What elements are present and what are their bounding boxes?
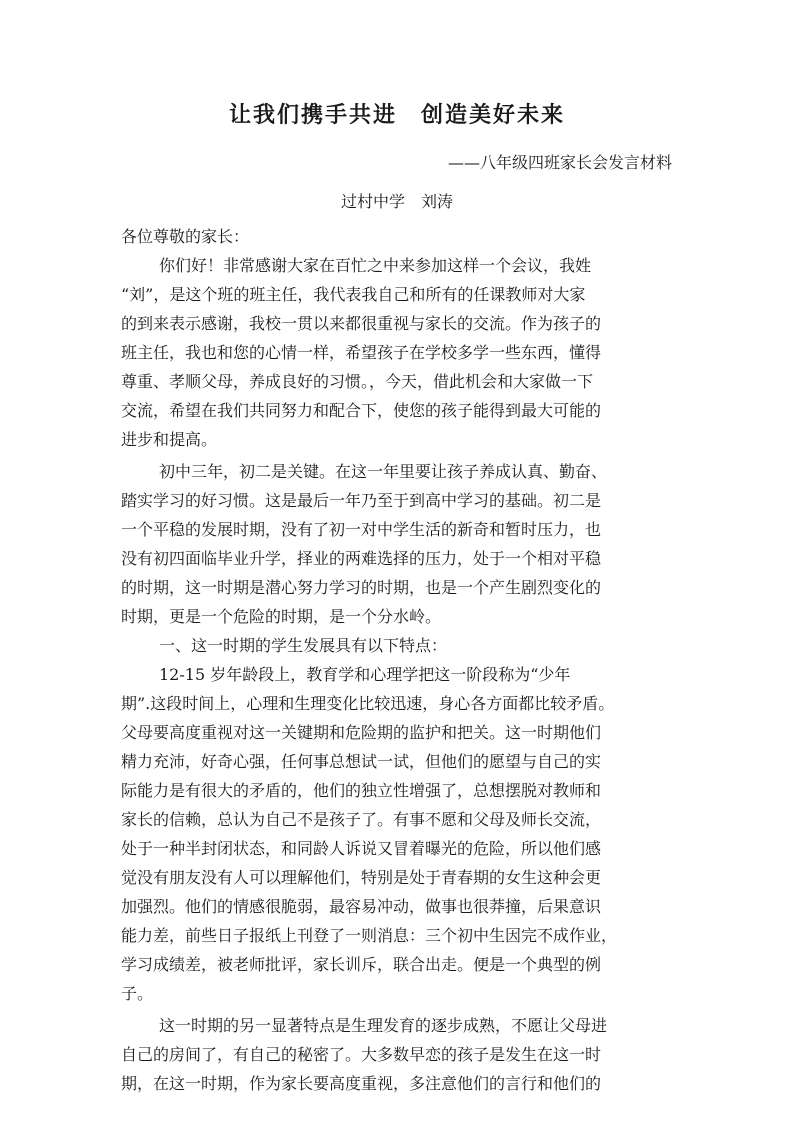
paragraph-line: 一个平稳的发展时期，没有了初一对中学生活的新奇和暂时压力，也 bbox=[121, 520, 602, 539]
paragraph-3 bbox=[121, 660, 681, 1008]
greeting: 各位尊敬的家长： bbox=[121, 227, 250, 246]
paragraph-line: 加强烈。他们的情感很脆弱，最容易冲动，做事也很莽撞，后果意识 bbox=[121, 897, 602, 916]
paragraph-line: 踏实学习的好习惯。这是最后一年乃至于到高中学习的基础。初二是 bbox=[121, 491, 602, 510]
paragraph-line: 交流，希望在我们共同努力和配合下，使您的孩子能得到最大可能的 bbox=[121, 401, 602, 420]
paragraph-line: 自己的房间了，有自己的秘密了。大多数早恋的孩子是发生在这一时 bbox=[121, 1045, 602, 1064]
section-heading: 一、这一时期的学生发展具有以下特点： bbox=[159, 636, 448, 655]
paragraph-line: 班主任，我也和您的心情一样，希望孩子在学校多学一些东西，懂得 bbox=[121, 343, 602, 362]
paragraph-line: 这一时期的另一显著特点是生理发育的逐步成熟，不愿让父母进 bbox=[159, 1016, 608, 1035]
document-author: 过村中学 刘涛 bbox=[340, 192, 453, 211]
paragraph-line: 期，在这一时期，作为家长要高度重视，多注意他们的言行和他们的 bbox=[121, 1074, 602, 1093]
paragraph-line: “刘”，是这个班的班主任，我代表我自己和所有的任课教师对大家 bbox=[121, 285, 586, 304]
paragraph-line: 没有初四面临毕业升学，择业的两难选择的压力，处于一个相对平稳 bbox=[121, 549, 602, 568]
paragraph-4 bbox=[121, 1011, 681, 1098]
paragraph-line: 际能力是有很大的矛盾的，他们的独立性增强了，总想摆脱对教师和 bbox=[121, 781, 602, 800]
paragraph-line: 的时期，这一时期是潜心努力学习的时期，也是一个产生剧烈变化的 bbox=[121, 578, 602, 597]
paragraph-1 bbox=[121, 251, 681, 454]
paragraph-line: 觉没有朋友没有人可以理解他们，特别是处于青春期的女生这种会更 bbox=[121, 868, 602, 887]
paragraph-line: 父母要高度重视对这一关键期和危险期的监护和把关。这一时期他们 bbox=[121, 723, 602, 742]
paragraph-2 bbox=[121, 457, 681, 631]
paragraph-line: 能力差，前些日子报纸上刊登了一则消息：三个初中生因完不成作业， bbox=[121, 926, 618, 945]
document-subtitle: ——八年级四班家长会发言材料 bbox=[447, 153, 672, 172]
paragraph-line: 初中三年，初二是关键。在这一年里要让孩子养成认真、勤奋、 bbox=[159, 462, 608, 481]
paragraph-line: 的到来表示感谢，我校一贯以来都很重视与家长的交流。作为孩子的 bbox=[121, 314, 602, 333]
paragraph-line: 子。 bbox=[121, 984, 154, 1003]
section-heading-1 bbox=[121, 631, 681, 660]
paragraph-line: 处于一种半封闭状态，和同龄人诉说又冒着曝光的危险，所以他们感 bbox=[121, 839, 602, 858]
paragraph-line: 12-15 岁年龄段上，教育学和心理学把这一阶段称为“少年 bbox=[159, 665, 571, 684]
document-title: 让我们携手共进 创造美好未来 bbox=[228, 102, 565, 128]
paragraph-line: 精力充沛，好奇心强，任何事总想试一试，但他们的愿望与自己的实 bbox=[121, 752, 602, 771]
paragraph-line: 期”.这段时间上，心理和生理变化比较迅速，身心各方面都比较矛盾。 bbox=[121, 694, 615, 713]
paragraph-line: 时期，更是一个危险的时期，是一个分水岭。 bbox=[121, 607, 442, 626]
paragraph-line: 学习成绩差，被老师批评，家长训斥，联合出走。便是一个典型的例 bbox=[121, 955, 602, 974]
paragraph-line: 你们好！非常感谢大家在百忙之中来参加这样一个会议，我姓 bbox=[159, 256, 592, 275]
paragraph-line: 家长的信赖，总认为自己不是孩子了。有事不愿和父母及师长交流， bbox=[121, 810, 602, 829]
document-body bbox=[121, 222, 681, 1098]
paragraph-line: 尊重、孝顺父母，养成良好的习惯。，今天，借此机会和大家做一下 bbox=[121, 372, 594, 391]
paragraph-line: 进步和提高。 bbox=[121, 430, 218, 449]
